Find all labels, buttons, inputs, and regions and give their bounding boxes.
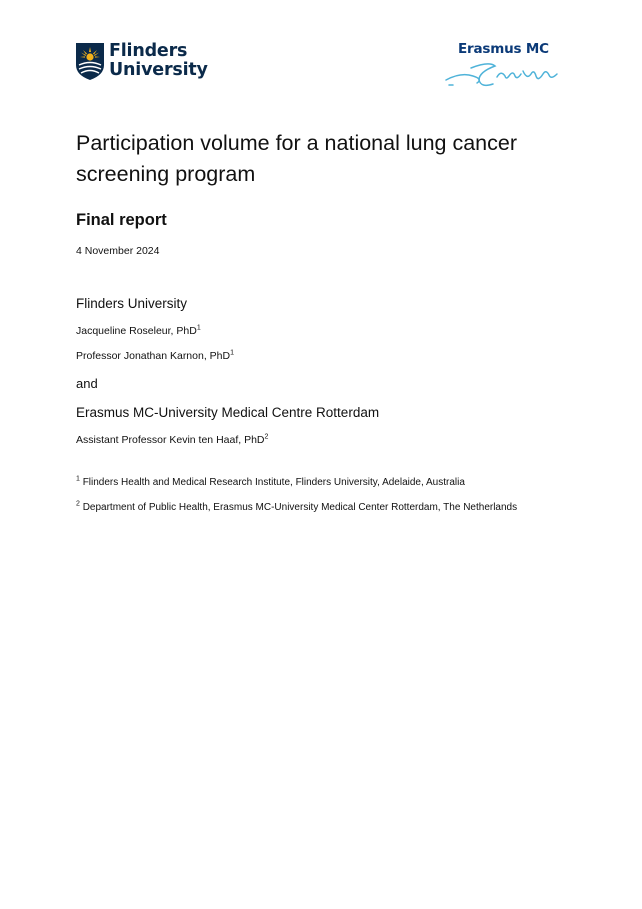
organisation-erasmus: Erasmus MC-University Medical Centre Rotterdam: [76, 405, 380, 420]
report-title: Participation volume for a national lung cancer screening program: [76, 131, 518, 186]
author-roseleur-sup: 1: [196, 324, 201, 332]
conjunction-and: and: [76, 376, 98, 391]
author-karnon: [76, 350, 234, 362]
footnote-1-marker: 1: [76, 475, 80, 483]
erasmus-wordmark: Erasmus MC: [458, 41, 549, 57]
author-ten-haaf: [76, 434, 268, 446]
footnote-2: [76, 502, 517, 513]
author-karnon-name: Professor Jonathan Karnon, PhD: [76, 350, 231, 362]
flinders-wordmark: [109, 42, 208, 80]
erasmus-script-signature-icon: [443, 58, 565, 92]
author-karnon-sup: 1: [230, 349, 234, 357]
footnote-2-marker: 2: [76, 500, 80, 508]
erasmus-mc-logo: [443, 40, 565, 94]
flinders-wordmark-line2: University: [109, 60, 208, 80]
flinders-wordmark-line1: Flinders: [109, 41, 188, 61]
footnote-1: [76, 477, 465, 488]
author-roseleur: [76, 325, 201, 337]
report-date: 4 November 2024: [76, 245, 160, 257]
author-ten-haaf-name: Assistant Professor Kevin ten Haaf, PhD: [76, 434, 265, 446]
author-roseleur-name: Jacqueline Roseleur, PhD: [76, 325, 197, 337]
flinders-university-logo: [76, 42, 208, 80]
organisation-flinders: Flinders University: [76, 296, 188, 311]
footnote-1-text: Flinders Health and Medical Research Institute, Flinders University, Adelaide, Australia: [82, 477, 465, 488]
footnote-2-text: Department of Public Health, Erasmus MC-University Medical Center Rotterdam, The Netherlands: [82, 502, 518, 513]
flinders-emblem-icon: [76, 43, 104, 80]
author-ten-haaf-sup: 2: [264, 433, 269, 441]
report-subtitle: Final report: [76, 211, 167, 229]
